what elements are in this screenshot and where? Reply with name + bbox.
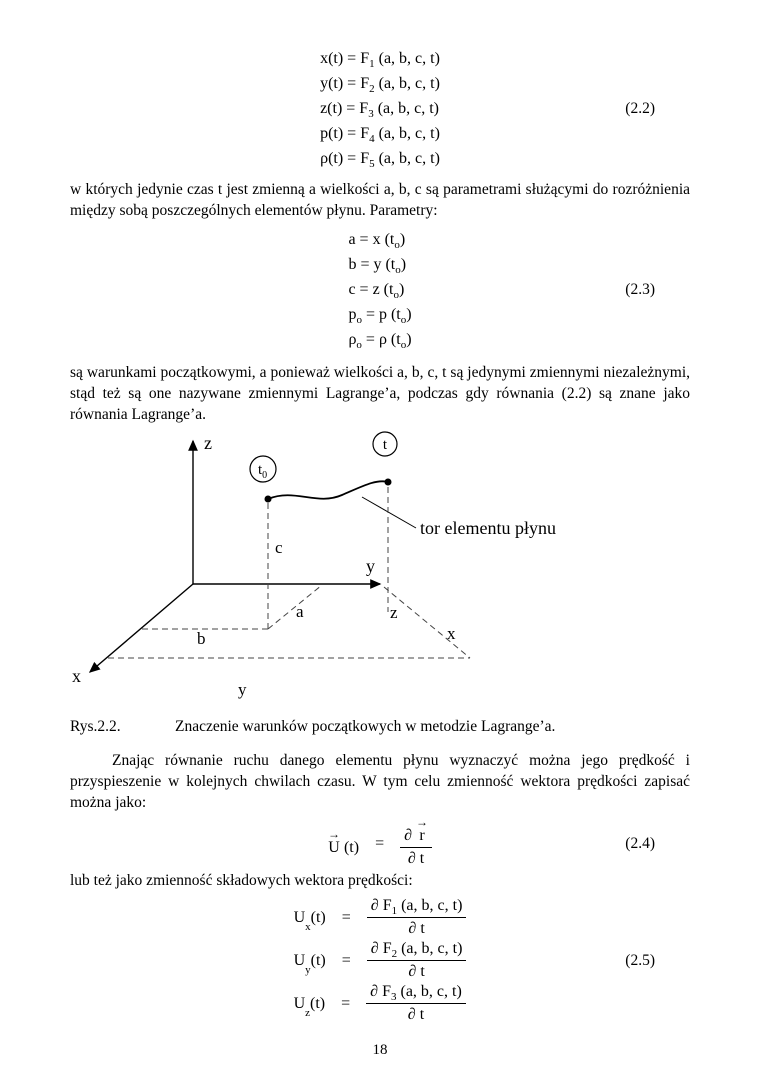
eq-text: (a, b, c, t) xyxy=(374,50,440,67)
eq-sub: o xyxy=(395,264,401,277)
eq-text: ∂ F xyxy=(370,983,391,1000)
paragraph-2: są warunkami początkowymi, a ponieważ wielkości a, b, c, t są jedynymi zmiennymi niezależnymi, stąd też są one nazywane zmiennymi Lagrange’a, podczas gdy równania (2.2) są znane jako równania Lagrange’a. xyxy=(70,364,690,423)
fraction xyxy=(400,815,432,868)
equation-number-2-3: (2.3) xyxy=(625,280,655,298)
equals-sign: = xyxy=(341,908,351,926)
label-c: c xyxy=(275,538,283,557)
equation-line xyxy=(294,940,467,981)
velocity-component-lhs: U x (t) xyxy=(293,908,326,933)
start-point-dot xyxy=(265,496,272,503)
plane-y-label: y xyxy=(238,680,247,699)
equation-block-2-4 xyxy=(70,815,690,868)
velocity-vector-lhs xyxy=(327,826,360,857)
t-label: t xyxy=(382,437,388,453)
figure-2-2-diagram xyxy=(70,429,690,711)
equation-number-2-4: (2.4) xyxy=(625,834,655,852)
x-axis-label: x xyxy=(72,666,81,686)
equation-line xyxy=(348,252,411,277)
fraction-denominator: ∂ t xyxy=(407,1006,425,1023)
eq-sub: o xyxy=(394,239,400,252)
eq-text: U xyxy=(293,908,306,926)
eq-text: (a, b, c, t) xyxy=(374,125,440,142)
equation-line xyxy=(320,146,440,171)
eq-text: (t) xyxy=(310,951,326,969)
eq-sub: o xyxy=(393,289,399,302)
eq-sub: 3 xyxy=(368,108,374,121)
vector-u xyxy=(327,826,340,857)
figure-caption-text: Znaczenie warunków początkowych w metodzie Lagrange’a. xyxy=(175,718,556,735)
fraction-denominator: ∂ t xyxy=(408,963,425,980)
vector-arrow-icon: → xyxy=(327,826,340,841)
fraction-denominator: ∂ t xyxy=(408,920,425,937)
fraction-denominator: ∂ t xyxy=(407,850,425,867)
eq-text: z(t) = F xyxy=(320,100,369,117)
eq-text: U xyxy=(328,838,340,856)
eq-sub: 5 xyxy=(369,158,375,171)
leader-line xyxy=(362,497,416,528)
eq-sub: o xyxy=(400,339,407,352)
paragraph-3: Znając równanie ruchu danego elementu płynu wyznaczyć można jego prędkość i przyspieszenie w kolejnych chwilach czasu. W tym celu zmienność wektora prędkości zapisać można jako: xyxy=(70,752,690,811)
figure-caption xyxy=(70,718,690,736)
eq-text: ∂ xyxy=(404,827,417,844)
eq-sub: o xyxy=(356,314,362,327)
eq-sub: 2 xyxy=(391,948,398,961)
fraction xyxy=(367,940,467,981)
equals-sign: = xyxy=(375,834,385,852)
t0-label-main: t xyxy=(258,462,263,478)
eq-sub: 1 xyxy=(391,905,398,918)
eq-text: ) xyxy=(406,306,412,323)
eq-text: ρ(t) = F xyxy=(320,150,370,167)
eq-text: (a, b, c, t) xyxy=(397,897,463,914)
eq-text: ) xyxy=(398,281,405,298)
equation-2-4 xyxy=(327,815,432,868)
equation-line xyxy=(348,327,411,352)
equation-line xyxy=(294,897,467,938)
eq-text: ∂ F xyxy=(370,897,392,914)
eq-text: ) xyxy=(399,231,406,248)
label-a: a xyxy=(296,602,304,621)
fraction-numerator xyxy=(367,940,467,961)
eq-text: (a, b, c, t) xyxy=(397,940,463,957)
page-number: 18 xyxy=(372,1042,388,1058)
equation-block-2-2 xyxy=(70,46,690,171)
eq-text: y(t) = F xyxy=(320,75,370,92)
eq-text: p(t) = F xyxy=(320,125,370,142)
eq-sub: 1 xyxy=(369,58,375,71)
eq-text: ) xyxy=(406,331,412,348)
equation-number-2-2: (2.2) xyxy=(625,99,655,117)
eq-text: (a, b, c, t) xyxy=(373,100,440,117)
end-point-dot xyxy=(385,479,392,486)
paragraph-4: lub też jako zmienność składowych wektora prędkości: xyxy=(70,872,413,889)
eq-text: = p (t xyxy=(361,306,401,323)
eq-text: c = z (t xyxy=(348,281,394,298)
eq-text: (a, b, c, t) xyxy=(374,150,440,167)
fraction-numerator xyxy=(400,815,432,848)
equals-sign: = xyxy=(341,994,351,1012)
equation-line xyxy=(320,46,440,71)
trajectory-label: tor elementu płynu xyxy=(420,518,556,538)
eq-text: U xyxy=(293,951,306,969)
equation-line xyxy=(348,227,411,252)
equation-lines xyxy=(320,46,440,171)
eq-text: ∂ F xyxy=(370,940,392,957)
fraction-numerator xyxy=(367,897,467,918)
eq-text: = ρ (t xyxy=(361,331,401,348)
eq-text: (t) xyxy=(310,908,326,926)
equation-line xyxy=(320,96,440,121)
equation-line xyxy=(348,302,411,327)
fraction xyxy=(366,983,466,1024)
eq-sub: 4 xyxy=(369,133,375,146)
equation-block-2-3 xyxy=(70,227,690,352)
equation-line xyxy=(320,121,440,146)
vector-r xyxy=(416,815,429,845)
eq-text: U xyxy=(293,994,306,1012)
eq-sub: o xyxy=(356,339,362,352)
eq-text: (t) xyxy=(310,994,326,1012)
equation-line xyxy=(348,277,411,302)
eq-sub: 3 xyxy=(390,991,397,1004)
eq-text: ) xyxy=(400,256,407,273)
fraction-numerator xyxy=(366,983,466,1004)
y-axis-label: y xyxy=(366,556,375,576)
equation-lines xyxy=(348,227,411,352)
equation-lines xyxy=(294,895,467,1026)
plane-x-label: x xyxy=(447,624,456,643)
t0-label xyxy=(258,462,267,481)
equation-block-2-5 xyxy=(70,895,690,1026)
eq-text: (a, b, c, t) xyxy=(396,983,462,1000)
equation-line xyxy=(320,71,440,96)
eq-text: x(t) = F xyxy=(320,50,370,67)
trajectory-curve xyxy=(268,481,388,499)
eq-text: ρ xyxy=(348,331,357,348)
eq-text: a = x (t xyxy=(348,231,395,248)
eq-sub: 2 xyxy=(369,83,375,96)
t0-label-sub: 0 xyxy=(262,470,268,481)
eq-text: (a, b, c, t) xyxy=(374,75,440,92)
x-axis-line xyxy=(90,584,193,672)
velocity-component-lhs: U y (t) xyxy=(293,951,326,976)
label-b: b xyxy=(197,629,206,648)
equation-number-2-5: (2.5) xyxy=(625,951,655,969)
eq-text: b = y (t xyxy=(348,256,396,273)
projection-a-line xyxy=(268,585,322,629)
eq-text: r xyxy=(419,827,425,844)
figure-2-2 xyxy=(70,429,690,736)
plane-z-label: z xyxy=(390,603,398,622)
equation-line xyxy=(294,983,467,1024)
eq-sub: o xyxy=(400,314,407,327)
figure-caption-label: Rys.2.2. xyxy=(70,718,121,735)
fraction xyxy=(367,897,467,938)
plane-diagonal-line xyxy=(384,587,470,658)
eq-text: (t) xyxy=(339,838,360,856)
vector-arrow-icon: → xyxy=(416,815,429,829)
z-axis-label: z xyxy=(204,433,212,453)
paragraph-1: w których jedynie czas t jest zmienną a wielkości a, b, c są parametrami służącymi do rozróżnienia między sobą poszczególnych elementów płynu. Parametry: xyxy=(70,181,690,219)
velocity-component-lhs: U z (t) xyxy=(293,994,326,1019)
eq-text: p xyxy=(348,306,357,323)
equals-sign: = xyxy=(341,951,351,969)
